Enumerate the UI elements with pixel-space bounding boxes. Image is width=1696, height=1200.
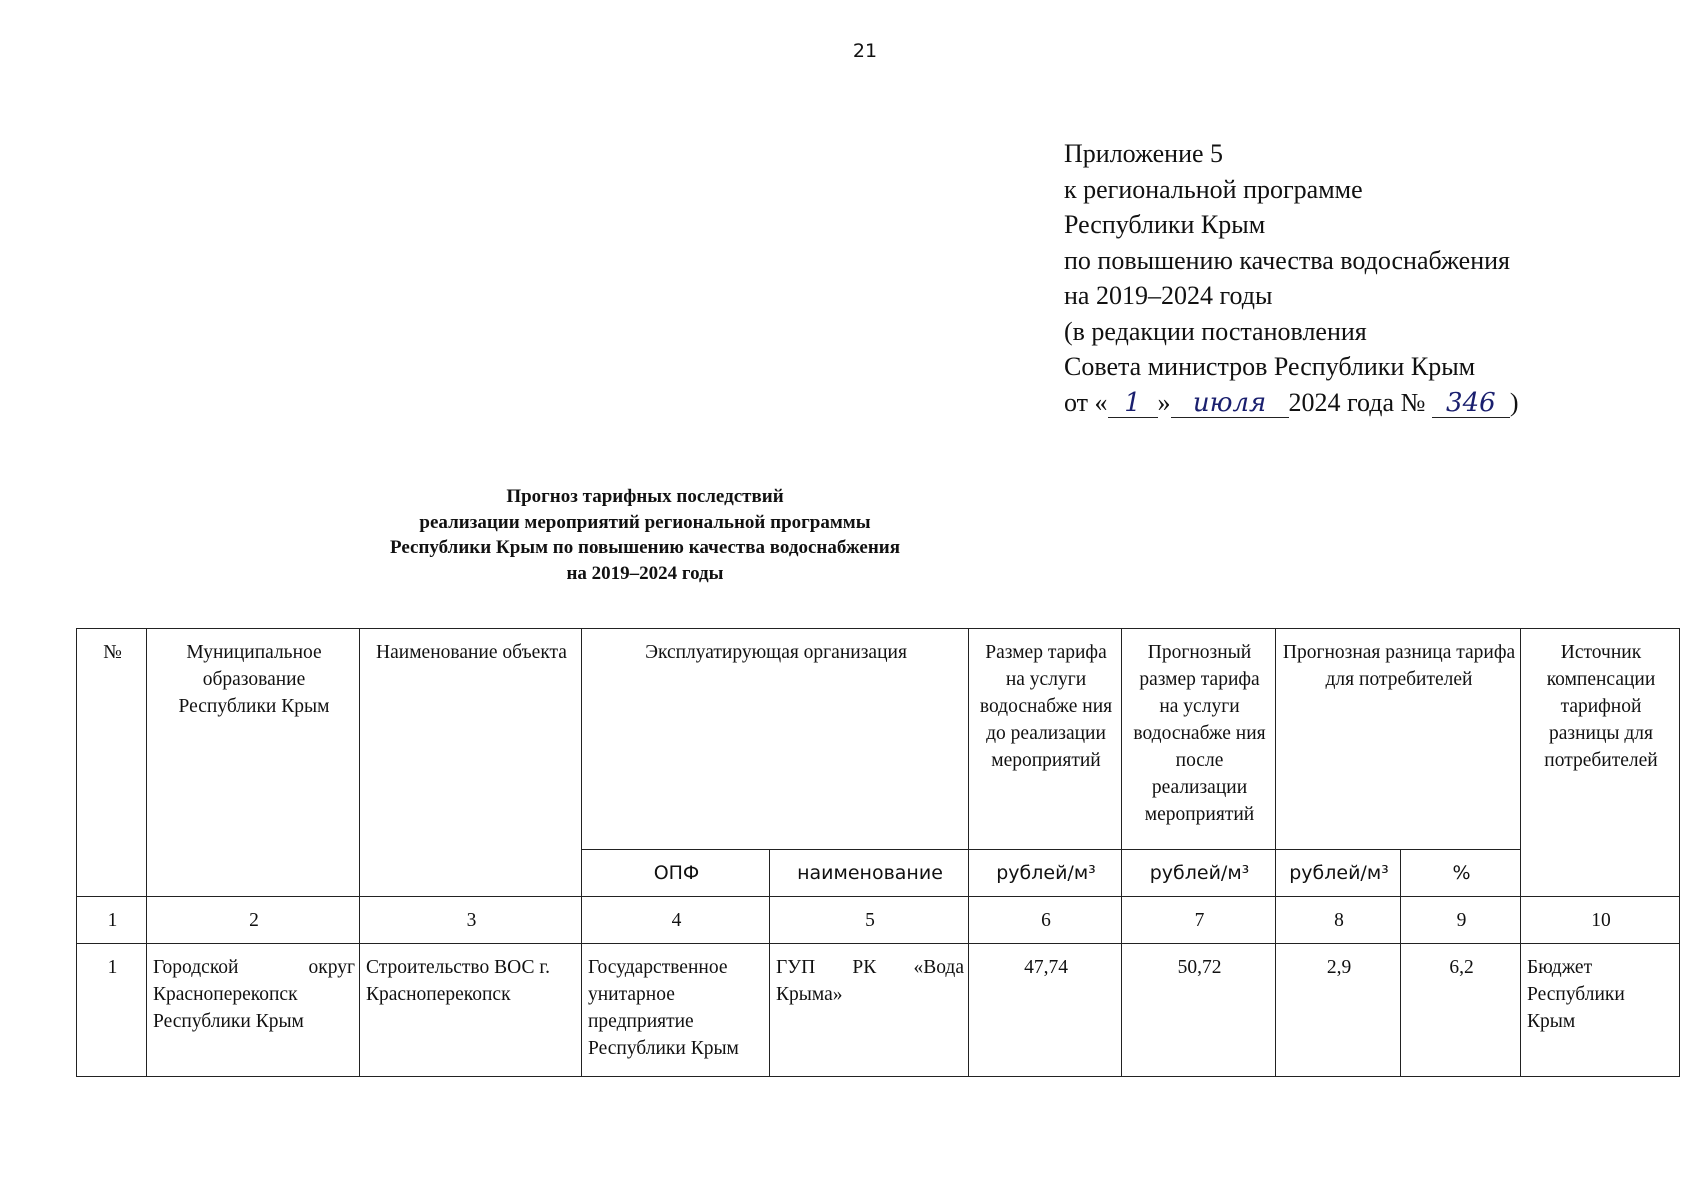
cell-operator-name: ГУП РК «Вода Крыма» bbox=[770, 944, 969, 1077]
appendix-line: к региональной программе bbox=[1064, 174, 1363, 204]
header-municipality: Муниципальное образование Республики Крым bbox=[147, 629, 360, 897]
column-number: 5 bbox=[770, 897, 969, 944]
document-title bbox=[0, 484, 1290, 586]
cell-opf: Государственное унитарное предприятие Республики Крым bbox=[582, 944, 770, 1077]
date-prefix: от « bbox=[1064, 387, 1108, 417]
header-tariff-after: Прогнозный размер тарифа на услуги водоснабже ния после реализации мероприятий bbox=[1122, 629, 1276, 850]
date-suffix: ) bbox=[1509, 387, 1519, 417]
column-number: 9 bbox=[1401, 897, 1521, 944]
appendix-line: Республики Крым bbox=[1064, 210, 1266, 239]
cell-source: Бюджет Республики Крым bbox=[1521, 944, 1680, 1077]
column-number: 10 bbox=[1521, 897, 1680, 944]
handwritten-month: июля bbox=[1171, 389, 1289, 418]
column-number: 2 bbox=[147, 897, 360, 944]
appendix-line: Совета министров Республики Крым bbox=[1064, 352, 1476, 381]
subheader-percent: % bbox=[1401, 850, 1521, 897]
column-number: 7 bbox=[1122, 897, 1276, 944]
appendix-block bbox=[1064, 136, 1519, 420]
title-line: на 2019–2024 годы bbox=[566, 562, 724, 584]
cell-no: 1 bbox=[77, 944, 147, 1077]
subheader-unit-diff: рублей/м³ bbox=[1276, 850, 1401, 897]
header-difference: Прогнозная разница тарифа для потребителей bbox=[1276, 629, 1521, 850]
column-number: 8 bbox=[1276, 897, 1401, 944]
column-number: 1 bbox=[77, 897, 147, 944]
column-number: 6 bbox=[969, 897, 1122, 944]
column-number-row bbox=[77, 897, 1680, 944]
subheader-unit-after: рублей/м³ bbox=[1122, 850, 1276, 897]
appendix-line: по повышению качества водоснабжения bbox=[1064, 245, 1511, 275]
header-no: № bbox=[77, 629, 147, 897]
column-number: 3 bbox=[360, 897, 582, 944]
date-year-text: 2024 года № bbox=[1288, 387, 1426, 417]
appendix-line: на 2019–2024 годы bbox=[1064, 281, 1273, 310]
cell-diff-rub: 2,9 bbox=[1276, 944, 1401, 1077]
appendix-line: Приложение 5 bbox=[1064, 139, 1224, 168]
subheader-unit-before: рублей/м³ bbox=[969, 850, 1122, 897]
subheader-opf: ОПФ bbox=[582, 850, 770, 897]
table-row bbox=[77, 944, 1680, 1077]
handwritten-day: 1 bbox=[1108, 389, 1158, 418]
title-line: реализации мероприятий региональной программы bbox=[419, 511, 871, 533]
page-number: 21 bbox=[852, 40, 878, 62]
resolution-date-line bbox=[1064, 385, 1519, 421]
title-line: Прогноз тарифных последствий bbox=[506, 486, 784, 507]
header-object: Наименование объекта bbox=[360, 629, 582, 897]
header-source: Источник компенсации тарифной разницы для потребителей bbox=[1521, 629, 1680, 897]
subheader-name: наименование bbox=[770, 850, 969, 897]
cell-diff-pct: 6,2 bbox=[1401, 944, 1521, 1077]
date-mid: » bbox=[1157, 387, 1171, 417]
column-number: 4 bbox=[582, 897, 770, 944]
title-line: Республики Крым по повышению качества водоснабжения bbox=[390, 537, 900, 558]
table-header-row bbox=[77, 629, 1680, 850]
tariff-forecast-table bbox=[76, 628, 1680, 1077]
header-operator: Эксплуатирующая организация bbox=[582, 629, 969, 850]
cell-municipality: Городской округ Красноперекопск Республики Крым bbox=[147, 944, 360, 1077]
handwritten-number: 346 bbox=[1432, 389, 1510, 418]
header-tariff-before: Размер тарифа на услуги водоснабже ния до реализации мероприятий bbox=[969, 629, 1122, 850]
cell-object: Строительство ВОС г. Красноперекопск bbox=[360, 944, 582, 1077]
appendix-line: (в редакции постановления bbox=[1064, 316, 1367, 346]
cell-tariff-before: 47,74 bbox=[969, 944, 1122, 1077]
cell-tariff-after: 50,72 bbox=[1122, 944, 1276, 1077]
